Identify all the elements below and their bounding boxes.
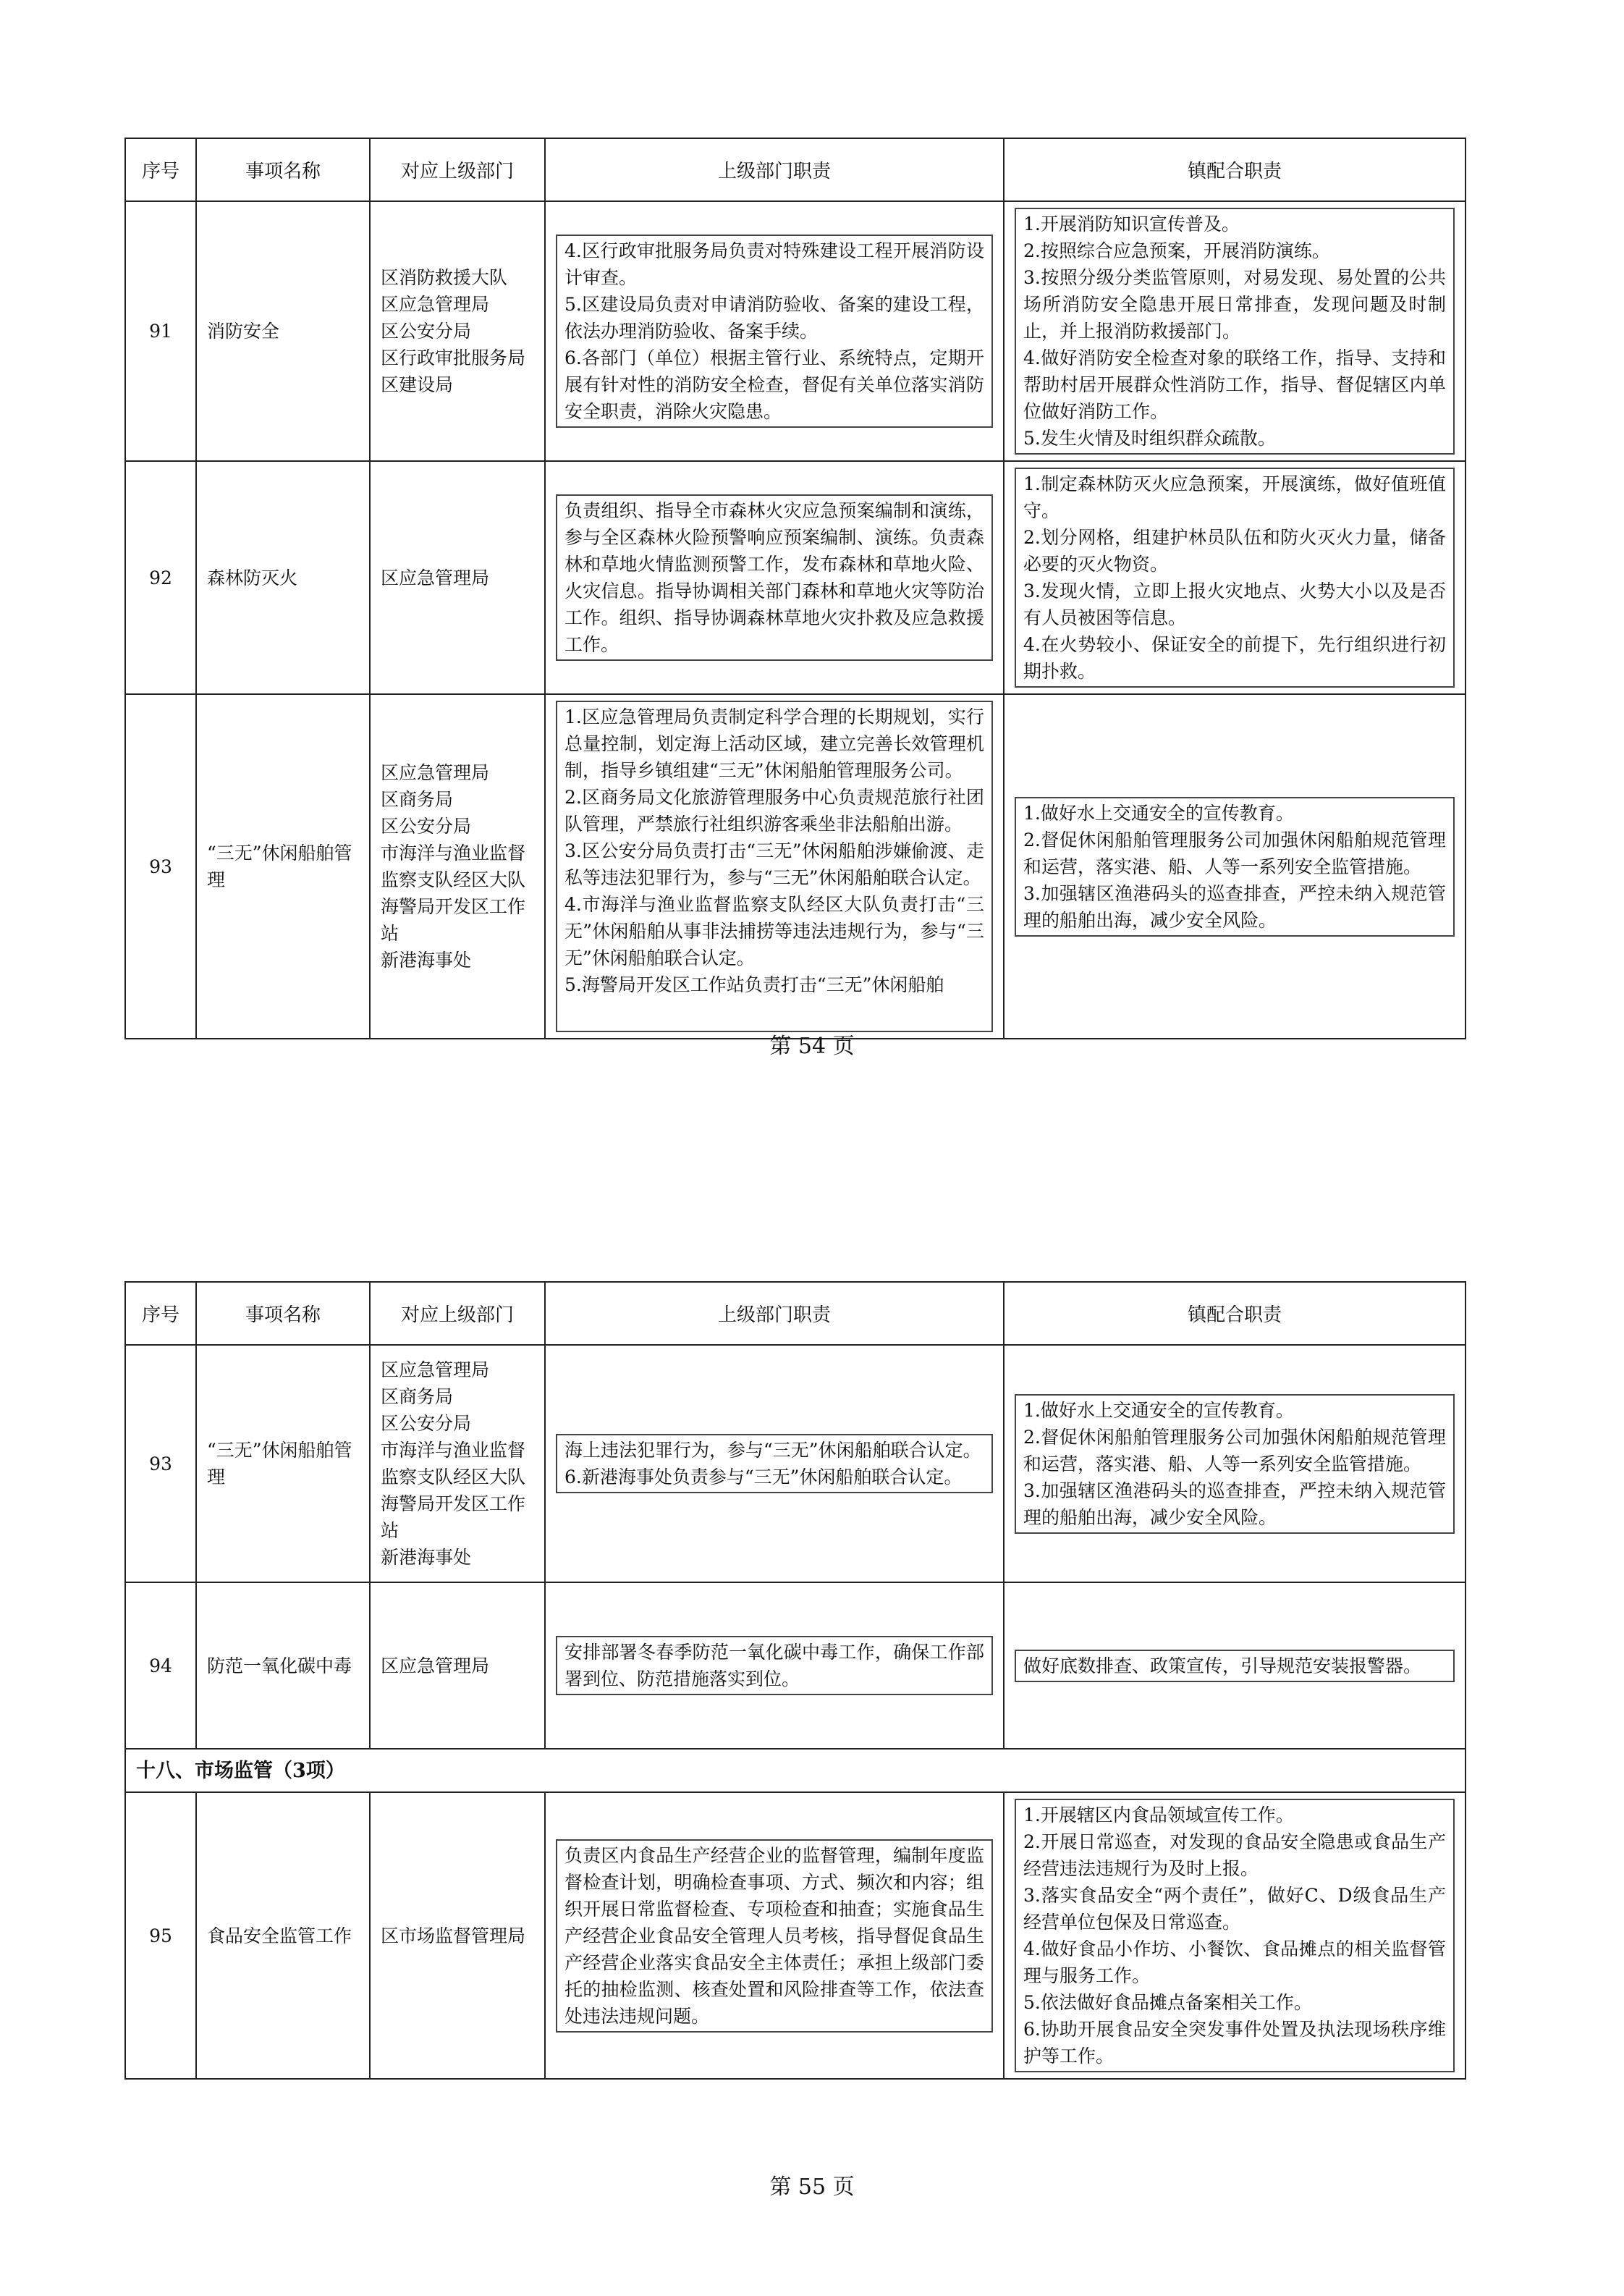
row-duty: 负责区内食品生产经营企业的监督管理，编制年度监督检查计划，明确检查事项、方式、频次和内容；组织开展日常监督检查、专项检查和抽查；实施食品生产经营企业食品安全管理人员考核，指导督促食品生产经营企业落实食品安全主体责任；承担上级部门委托的抽检监测、核查处置和风险排查等工作，依法查处违法违规问题。	[556, 1839, 993, 2033]
row-name: 食品安全监管工作	[196, 1792, 370, 2079]
header-duty: 上级部门职责	[545, 1282, 1004, 1345]
header-name: 事项名称	[196, 138, 370, 201]
row-name: “三无”休闲船舶管理	[196, 1345, 370, 1582]
section-title: 十八、市场监管（3项）	[125, 1749, 1466, 1792]
row-duty: 1.区应急管理局负责制定科学合理的长期规划，实行总量控制，划定海上活动区域，建立完善长效管理机制，指导乡镇组建“三无”休闲船舶管理服务公司。 2.区商务局文化旅游管理服务中心负责规范旅行社团队管理，严禁旅行社组织游客乘坐非法船舶出游。 3.区公安分局负责打击“三无”休闲船舶涉嫌偷渡、走私等违法犯罪行为，参与“三无”休闲船舶联合认定。 4.市海洋与渔业监督监察支队经区大队负责打击“三无”休闲船舶从事非法捕捞等违法违规行为，参与“三无”休闲船舶联合认定。 5.海警局开发区工作站负责打击“三无”休闲船舶	[556, 701, 993, 1032]
table-row	[125, 201, 1466, 461]
header-town: 镇配合职责	[1004, 138, 1466, 201]
row-town: 1.做好水上交通安全的宣传教育。 2.督促休闲船舶管理服务公司加强休闲船舶规范管理和运营，落实港、船、人等一系列安全监管措施。 3.加强辖区渔港码头的巡查排查，严控未纳入规范管理的船舶出海，减少安全风险。	[1015, 797, 1455, 937]
row-duty: 负责组织、指导全市森林火灾应急预案编制和演练，参与全区森林火险预警响应预案编制、演练。负责森林和草地火情监测预警工作，发布森林和草地火险、火灾信息。指导协调相关部门森林和草地火灾等防治工作。组织、指导协调森林草地火灾扑救及应急救援工作。	[556, 494, 993, 661]
page-number-55: 第 55 页	[769, 2174, 855, 2200]
row-no: 93	[125, 1345, 196, 1582]
section-row	[125, 1749, 1466, 1792]
row-town: 做好底数排查、政策宣传，引导规范安装报警器。	[1015, 1650, 1455, 1682]
row-dept: 区应急管理局	[370, 461, 545, 694]
header-name: 事项名称	[196, 1282, 370, 1345]
row-dept: 区市场监督管理局	[370, 1792, 545, 2079]
duty-table-page-54	[124, 138, 1466, 1039]
row-town: 1.开展辖区内食品领域宣传工作。 2.开展日常巡查，对发现的食品安全隐患或食品生产经营违法违规行为及时上报。 3.落实食品安全“两个责任”，做好C、D级食品生产经营单位包保及日常巡查。 4.做好食品小作坊、小餐饮、食品摊点的相关监督管理与服务工作。 5.依法做好食品摊点备案相关工作。 6.协助开展食品安全突发事件处置及执法现场秩序维护等工作。	[1015, 1799, 1455, 2072]
row-name: 消防安全	[196, 201, 370, 461]
table-row	[125, 1345, 1466, 1582]
header-dept: 对应上级部门	[370, 138, 545, 201]
row-dept: 区应急管理局 区商务局 区公安分局 市海洋与渔业监督监察支队经区大队 海警局开发区工作站 新港海事处	[370, 1345, 545, 1582]
row-duty: 4.区行政审批服务局负责对特殊建设工程开展消防设计审查。 5.区建设局负责对申请消防验收、备案的建设工程，依法办理消防验收、备案手续。 6.各部门（单位）根据主管行业、系统特点，定期开展有针对性的消防安全检查，督促有关单位落实消防安全职责，消除火灾隐患。	[556, 235, 993, 428]
header-duty: 上级部门职责	[545, 138, 1004, 201]
row-no: 95	[125, 1792, 196, 2079]
table-header-row	[125, 1282, 1466, 1345]
row-town: 1.制定森林防灭火应急预案，开展演练，做好值班值守。 2.划分网格，组建护林员队伍和防火灭火力量，储备必要的灭火物资。 3.发现火情，立即上报火灾地点、火势大小以及是否有人员被困等信息。 4.在火势较小、保证安全的前提下，先行组织进行初期扑救。	[1015, 468, 1455, 688]
row-no: 91	[125, 201, 196, 461]
header-no: 序号	[125, 1282, 196, 1345]
row-duty: 安排部署冬春季防范一氧化碳中毒工作，确保工作部署到位、防范措施落实到位。	[556, 1636, 993, 1695]
row-dept: 区应急管理局	[370, 1582, 545, 1749]
row-dept: 区消防救援大队 区应急管理局 区公安分局 区行政审批服务局 区建设局	[370, 201, 545, 461]
row-no: 92	[125, 461, 196, 694]
row-town: 1.开展消防知识宣传普及。 2.按照综合应急预案，开展消防演练。 3.按照分级分类监管原则，对易发现、易处置的公共场所消防安全隐患开展日常排查，发现问题及时制止，并上报消防救援部门。 4.做好消防安全检查对象的联络工作，指导、支持和帮助村居开展群众性消防工作，指导、督促辖区内单位做好消防工作。 5.发生火情及时组织群众疏散。	[1015, 208, 1455, 455]
row-town: 1.做好水上交通安全的宣传教育。 2.督促休闲船舶管理服务公司加强休闲船舶规范管理和运营，落实港、船、人等一系列安全监管措施。 3.加强辖区渔港码头的巡查排查，严控未纳入规范管理的船舶出海，减少安全风险。	[1015, 1394, 1455, 1534]
page-number-54: 第 54 页	[769, 1034, 855, 1059]
table-row	[125, 1582, 1466, 1749]
row-no: 94	[125, 1582, 196, 1749]
header-dept: 对应上级部门	[370, 1282, 545, 1345]
table-row	[125, 694, 1466, 1039]
row-name: “三无”休闲船舶管理	[196, 694, 370, 1039]
header-no: 序号	[125, 138, 196, 201]
duty-table-page-55	[124, 1281, 1466, 2080]
row-name: 防范一氧化碳中毒	[196, 1582, 370, 1749]
table-header-row	[125, 138, 1466, 201]
table-row	[125, 461, 1466, 694]
header-town: 镇配合职责	[1004, 1282, 1466, 1345]
row-dept: 区应急管理局 区商务局 区公安分局 市海洋与渔业监督监察支队经区大队 海警局开发区工作站 新港海事处	[370, 694, 545, 1039]
table-row	[125, 1792, 1466, 2079]
row-name: 森林防灭火	[196, 461, 370, 694]
row-duty: 海上违法犯罪行为，参与“三无”休闲船舶联合认定。 6.新港海事处负责参与“三无”休闲船舶联合认定。	[556, 1434, 993, 1493]
row-no: 93	[125, 694, 196, 1039]
